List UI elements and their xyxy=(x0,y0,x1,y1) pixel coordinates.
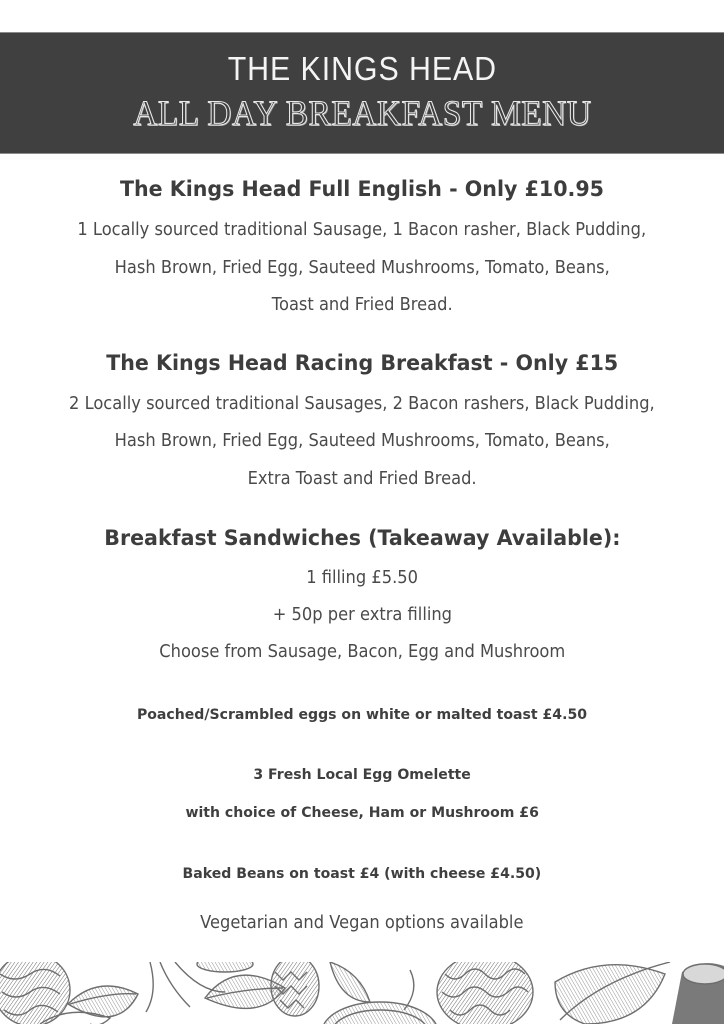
beans-on-toast-item xyxy=(0,863,724,885)
desc-text: Choose from Sausage, Bacon, Egg and Mushroom xyxy=(159,642,565,662)
item-text: Baked Beans on toast £4 (with cheese £4.50) xyxy=(182,866,542,882)
racing-breakfast-desc-line-3 xyxy=(0,466,724,492)
item-text: 3 Fresh Local Egg Omelette xyxy=(253,767,471,783)
venue-title xyxy=(0,51,724,87)
racing-breakfast-desc-line-2 xyxy=(0,428,724,454)
sandwiches-heading xyxy=(0,524,724,552)
hop-leaf-icon xyxy=(555,962,670,1024)
dietary-note-text: Vegetarian and Vegan options available xyxy=(200,913,524,933)
desc-text: Hash Brown, Fried Egg, Sauteed Mushrooms, Tomato, Beans, xyxy=(114,431,610,451)
full-english-heading-text: The Kings Head Full English - Only £10.95 xyxy=(119,177,605,201)
menu-title xyxy=(0,93,724,133)
omelette-item-line-2 xyxy=(0,802,724,824)
sliced-round-icon xyxy=(322,1002,438,1024)
racing-breakfast-desc-line-1 xyxy=(0,391,724,417)
botanical-illustration-strip xyxy=(0,962,724,1024)
desc-text: Extra Toast and Fried Bread. xyxy=(247,469,477,489)
eggs-on-toast-item xyxy=(0,704,724,726)
desc-text: + 50p per extra filling xyxy=(272,605,452,625)
full-english-desc-line-1 xyxy=(0,217,724,243)
hop-cone-icon xyxy=(437,962,533,1024)
hop-cone-icon xyxy=(271,962,319,1016)
desc-text: Toast and Fried Bread. xyxy=(271,295,453,315)
desc-text: 1 Locally sourced traditional Sausage, 1 Bacon rasher, Black Pudding, xyxy=(77,220,647,240)
menu-title-text: ALL DAY BREAKFAST MENU xyxy=(132,93,592,133)
full-english-desc-line-2 xyxy=(0,255,724,281)
full-english-heading xyxy=(0,175,724,203)
menu-header-band xyxy=(0,32,724,154)
venue-title-text: THE KINGS HEAD xyxy=(227,50,497,87)
racing-breakfast-heading-text: The Kings Head Racing Breakfast - Only £15 xyxy=(105,351,619,375)
sandwiches-heading-text: Breakfast Sandwiches (Takeaway Available): xyxy=(103,526,621,550)
desc-text: 1 filling £5.50 xyxy=(306,568,418,588)
pint-glass-icon xyxy=(672,963,724,1024)
dietary-options-note xyxy=(0,910,724,936)
desc-text: 2 Locally sourced traditional Sausages, 2 Bacon rashers, Black Pudding, xyxy=(69,394,655,414)
item-text: Poached/Scrambled eggs on white or malted toast £4.50 xyxy=(136,707,588,723)
full-english-desc-line-3 xyxy=(0,292,724,318)
racing-breakfast-heading xyxy=(0,349,724,377)
item-text: with choice of Cheese, Ham or Mushroom £6 xyxy=(185,805,539,821)
sandwich-extra-filling-line xyxy=(0,602,724,628)
sandwich-price-line xyxy=(0,565,724,591)
sandwich-fillings-line xyxy=(0,639,724,665)
desc-text: Hash Brown, Fried Egg, Sauteed Mushrooms, Tomato, Beans, xyxy=(114,258,610,278)
omelette-item-line-1 xyxy=(0,764,724,786)
